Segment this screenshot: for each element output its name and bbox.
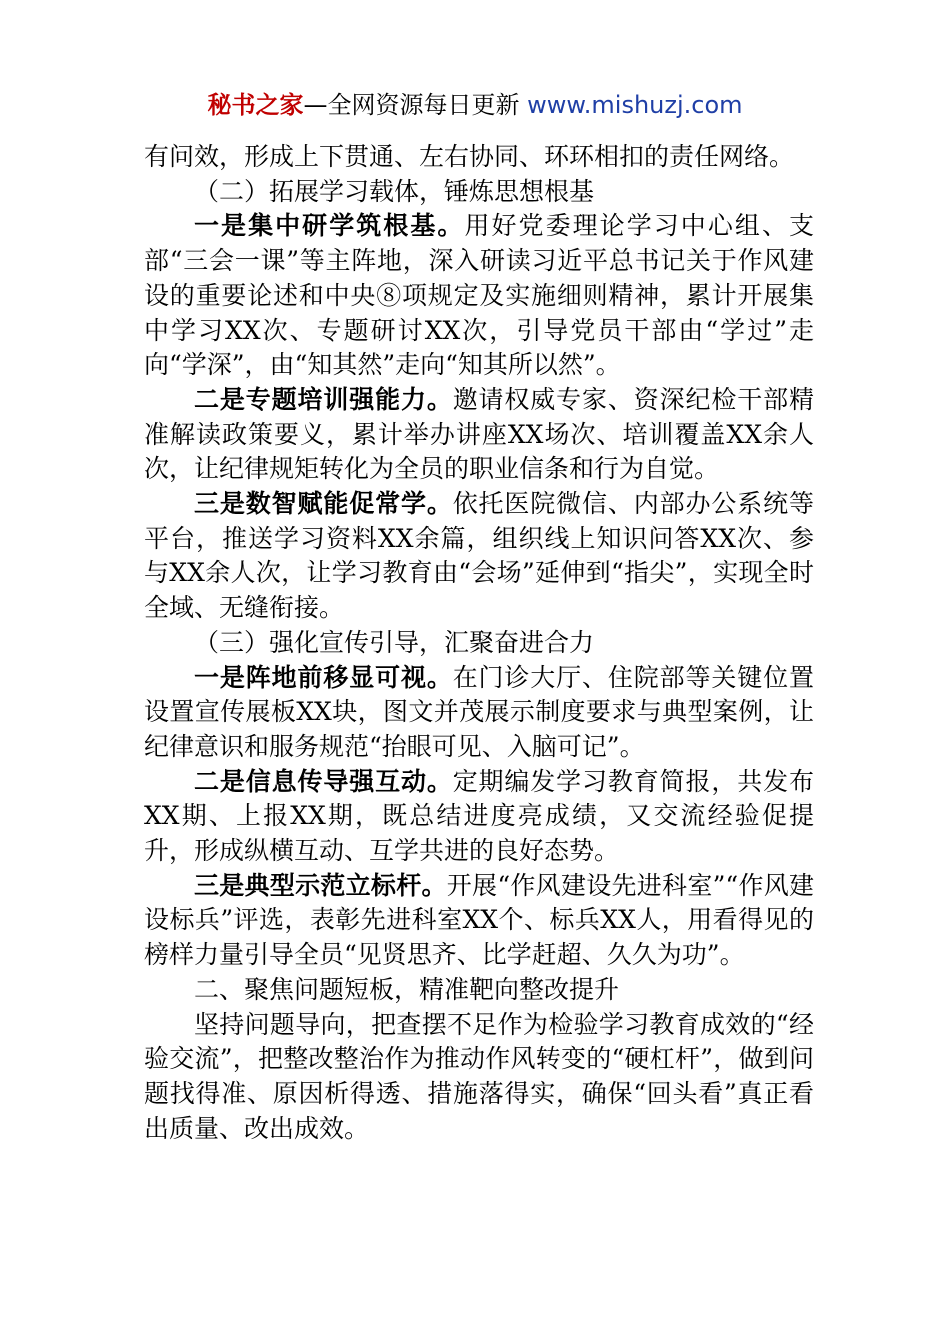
paragraph: 一是阵地前移显可视。在门诊大厅、住院部等关键位置设置宣传展板XX块，图文并茂展示制度要求与典型案例，让纪律意识和服务规范“抬眼可见、入脑可记”。 xyxy=(144,662,814,761)
paragraph-lead: 三是数智赋能促常学。 xyxy=(194,489,453,519)
document-body xyxy=(144,140,814,1146)
header-url: www.mishuzj.com xyxy=(527,91,743,119)
paragraph: 一是集中研学筑根基。用好党委理论学习中心组、支部“三会一课”等主阵地，深入研读习近平总书记关于作风建设的重要论述和中央⑧项规定及实施细则精神，累计开展集中学习XX次、专题研讨XX次，引导党员干部由“学过”走向“学深”，由“知其然”走向“知其所以然”。 xyxy=(144,211,814,380)
paragraph: 坚持问题导向，把查摆不足作为检验学习教育成效的“经验交流”，把整改整治作为推动作风转变的“硬杠杆”，做到问题找得准、原因析得透、措施落得实，确保“回头看”真正看出质量、改出成效。 xyxy=(144,1009,814,1143)
paragraph: 三是典型示范立标杆。开展“作风建设先进科室”“作风建设标兵”评选，表彰先进科室XX个、标兵XX人，用看得见的榜样力量引导全员“见贤思齐、比学赶超、久久为功”。 xyxy=(144,870,814,970)
paragraph-lead: 二是信息传导强互动。 xyxy=(194,766,453,796)
paragraph: 二是信息传导强互动。定期编发学习教育简报，共发布XX期、上报XX期，既总结进度亮成绩，又交流经验促提升，形成纵横互动、互学共进的良好态势。 xyxy=(144,766,814,866)
header-slogan: —全网资源每日更新 xyxy=(303,91,520,119)
paragraph: 有问效，形成上下贯通、左右协同、环环相扣的责任网络。 xyxy=(144,142,795,171)
section-heading: 二、聚焦问题短板，精准靶向整改提升 xyxy=(194,974,620,1004)
paragraph-lead: 一是集中研学筑根基。 xyxy=(194,211,465,241)
section-heading: （二）拓展学习载体，锤炼思想根基 xyxy=(194,176,595,206)
header-brand: 秘书之家 xyxy=(207,91,304,119)
paragraph: 三是数智赋能促常学。依托医院微信、内部办公系统等平台，推送学习资料XX余篇，组织线上知识问答XX次、参与XX余人次，让学习教育由“会场”延伸到“指尖”，实现全时全域、无缝衔接。 xyxy=(144,489,814,623)
paragraph: 二是专题培训强能力。邀请权威专家、资深纪检干部精准解读政策要义，累计举办讲座XX场次、培训覆盖XX余人次，让纪律规矩转化为全员的职业信条和行为自觉。 xyxy=(144,384,814,484)
section-heading: （三）强化宣传引导，汇聚奋进合力 xyxy=(194,627,595,657)
paragraph-lead: 二是专题培训强能力。 xyxy=(194,384,453,414)
page-header xyxy=(0,88,950,122)
paragraph-lead: 三是典型示范立标杆。 xyxy=(194,870,447,900)
paragraph-lead: 一是阵地前移显可视。 xyxy=(194,662,453,692)
